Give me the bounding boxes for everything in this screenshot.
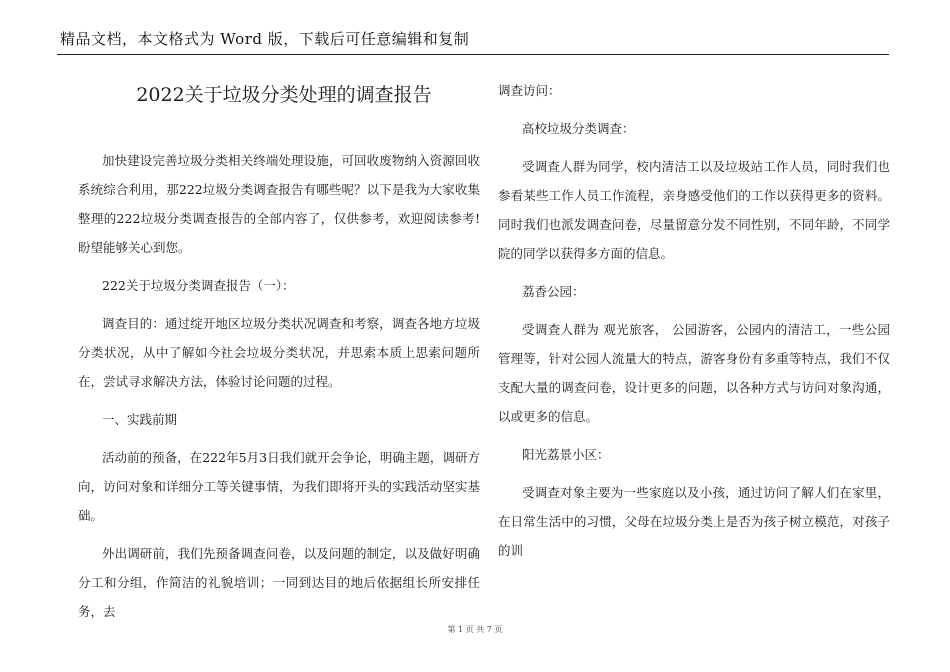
paragraph-purpose: 调查目的：通过绽开地区垃圾分类状况调查和考察，调查各地方垃圾分类状况，从中了解如今社会垃圾分类状况，并思索本质上思索问题所在，尝试寻求解决方法，体验讨论问题的过程。 (78, 316, 480, 389)
paragraph-intro: 加快建设完善垃圾分类相关终端处理设施，可回收废物纳入资源回收系统综合利用，那222垃圾分类调查报告有哪些呢？以下是我为大家收集整理的222垃圾分类调查报告的全部内容了，仅供参考，欢迎阅读参考!盼望能够关心到您。 (78, 153, 480, 255)
paragraph-research: 外出调研前，我们先预备调查问卷，以及问题的制定，以及做好明确分工和分组，作简洁的礼貌培训；一同到达目的地后依据组长所安排任务，去 (78, 546, 480, 619)
right-column (498, 76, 890, 574)
document-header: 精品文档，本文格式为 Word 版，下载后可任意编辑和复制 (60, 30, 470, 48)
paragraph-section-heading: 222关于垃圾分类调查报告（一）： (102, 278, 295, 293)
paragraph-community: 受调查对象主要为一些家庭以及小孩，通过访问了解人们在家里，在日常生活中的习惯，父母在垃圾分类上是否为孩子树立模范，对孩子的训 (498, 485, 890, 558)
left-column (78, 76, 480, 635)
header-divider (57, 54, 889, 55)
paragraph-community-heading: 阳光荔景小区： (522, 447, 610, 462)
paragraph-preparation: 活动前的预备，在222年5月3日我们就开会争论，明确主题，调研方向，访问对象和详细分工等关键事情，为我们即将开头的实践活动坚实基础。 (78, 450, 480, 523)
paragraph-park-heading: 荔香公园： (522, 284, 585, 299)
paragraph-university-heading: 高校垃圾分类调查： (522, 121, 635, 136)
document-title: 2022关于垃圾分类处理的调查报告 (136, 84, 432, 106)
paragraph-park: 受调查人群为 观光旅客， 公园游客，公园内的清洁工，一些公园管理等，针对公园人流量大的特点，游客身份有多重等特点，我们不仅支配大量的调查问卷，设计更多的问题，以各种方式与访问对象沟通，以或更多的信息。 (498, 322, 890, 424)
paragraph-university: 受调查人群为同学，校内清洁工以及垃圾站工作人员，同时我们也参看某些工作人员工作流程，亲身感受他们的工作以获得更多的资料。同时我们也派发调查问卷，尽量留意分发不同性别，不同年龄，不同学院的同学以获得多方面的信息。 (498, 159, 890, 261)
page-number: 第 1 页 共 7 页 (447, 625, 503, 634)
paragraph-phase-heading: 一、实践前期 (102, 412, 178, 427)
paragraph-continuation: 调查访问： (498, 83, 561, 98)
